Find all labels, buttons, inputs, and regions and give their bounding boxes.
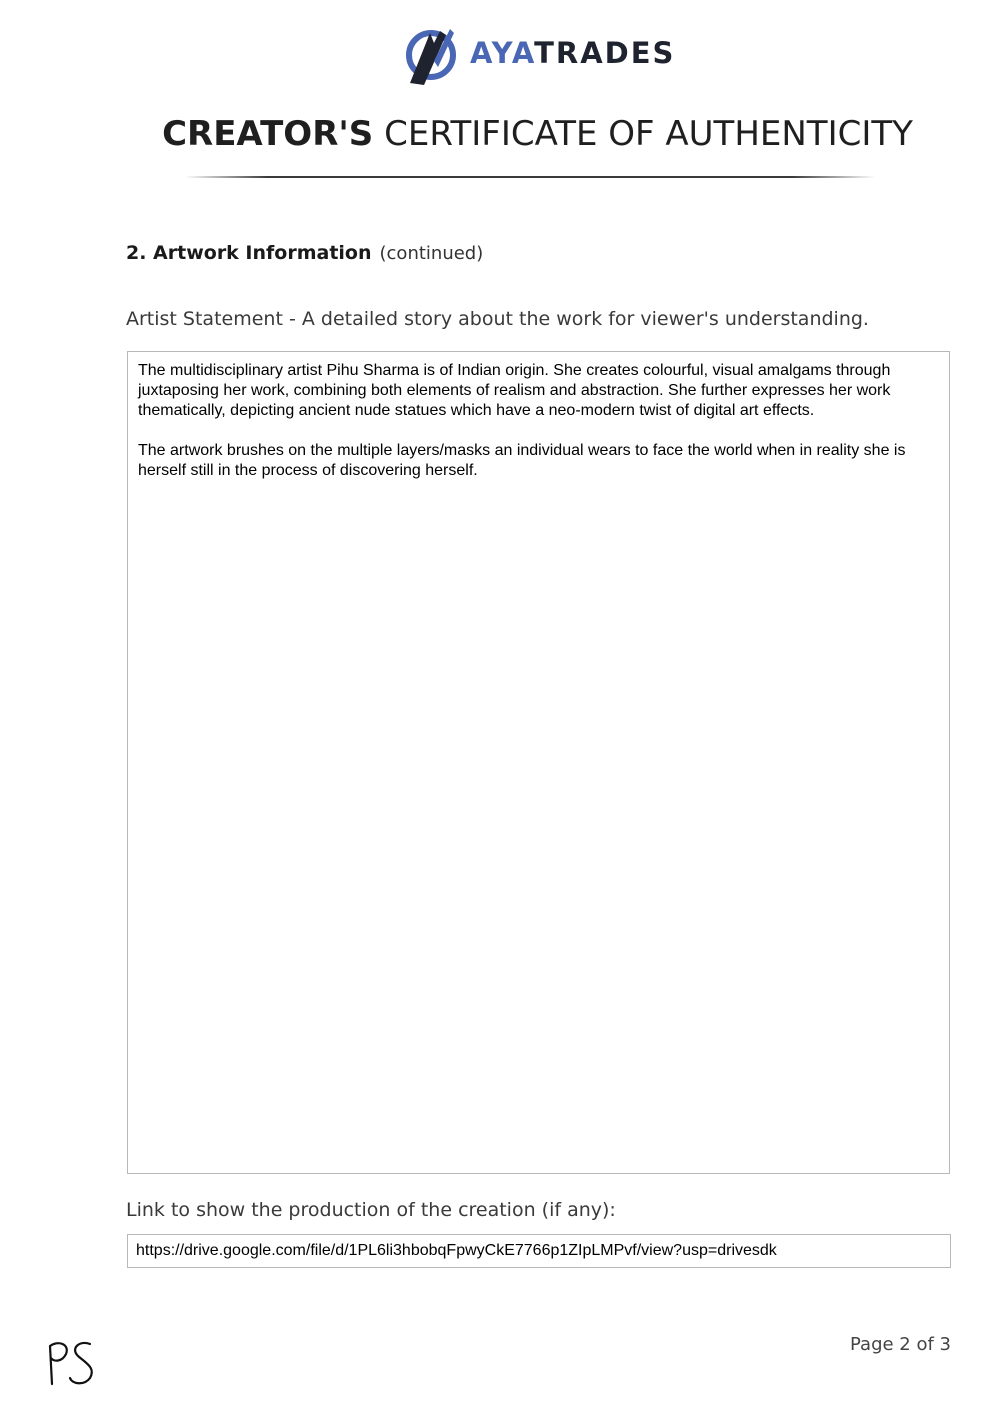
signature-mark [44,1338,102,1388]
brand-logo [404,20,675,90]
production-link-field[interactable]: https://drive.google.com/file/d/1PL6li3hbobqFpwyCkE7766p1ZIpLMPvf/view?usp=drivesdk [127,1234,951,1268]
certificate-title [0,114,1000,154]
statement-paragraph-2: The artwork brushes on the multiple layers/masks an individual wears to face the world when in reality she is herself still in the process of discovering herself. [138,442,906,479]
production-link-label: Link to show the production of the creation (if any): [126,1199,616,1221]
page-number: Page 2 of 3 [850,1334,951,1355]
title-bold: CREATOR'S [162,114,374,154]
artist-statement-field[interactable] [127,351,950,1174]
title-divider [185,176,875,178]
artist-statement-label: Artist Statement - A detailed story about the work for viewer's understanding. [126,308,869,330]
section-title: 2. Artwork Information [126,242,372,264]
brand-name [470,36,675,70]
statement-paragraph-1: The multidisciplinary artist Pihu Sharma is of Indian origin. She creates colourful, visual amalgams through juxtaposing her work, combining both elements of realism and abstraction. She further expresses her work thematically, depicting ancient nude statues which have a neo-modern twist of digital art effects. [138,362,891,419]
section-continued: (continued) [379,243,484,264]
ayatrades-logo-icon [404,21,460,89]
section-heading [126,242,483,264]
brand-name-part1: AYA [470,36,535,70]
title-light: CERTIFICATE OF AUTHENTICITY [384,114,913,154]
brand-name-part2: TRADES [534,36,676,70]
